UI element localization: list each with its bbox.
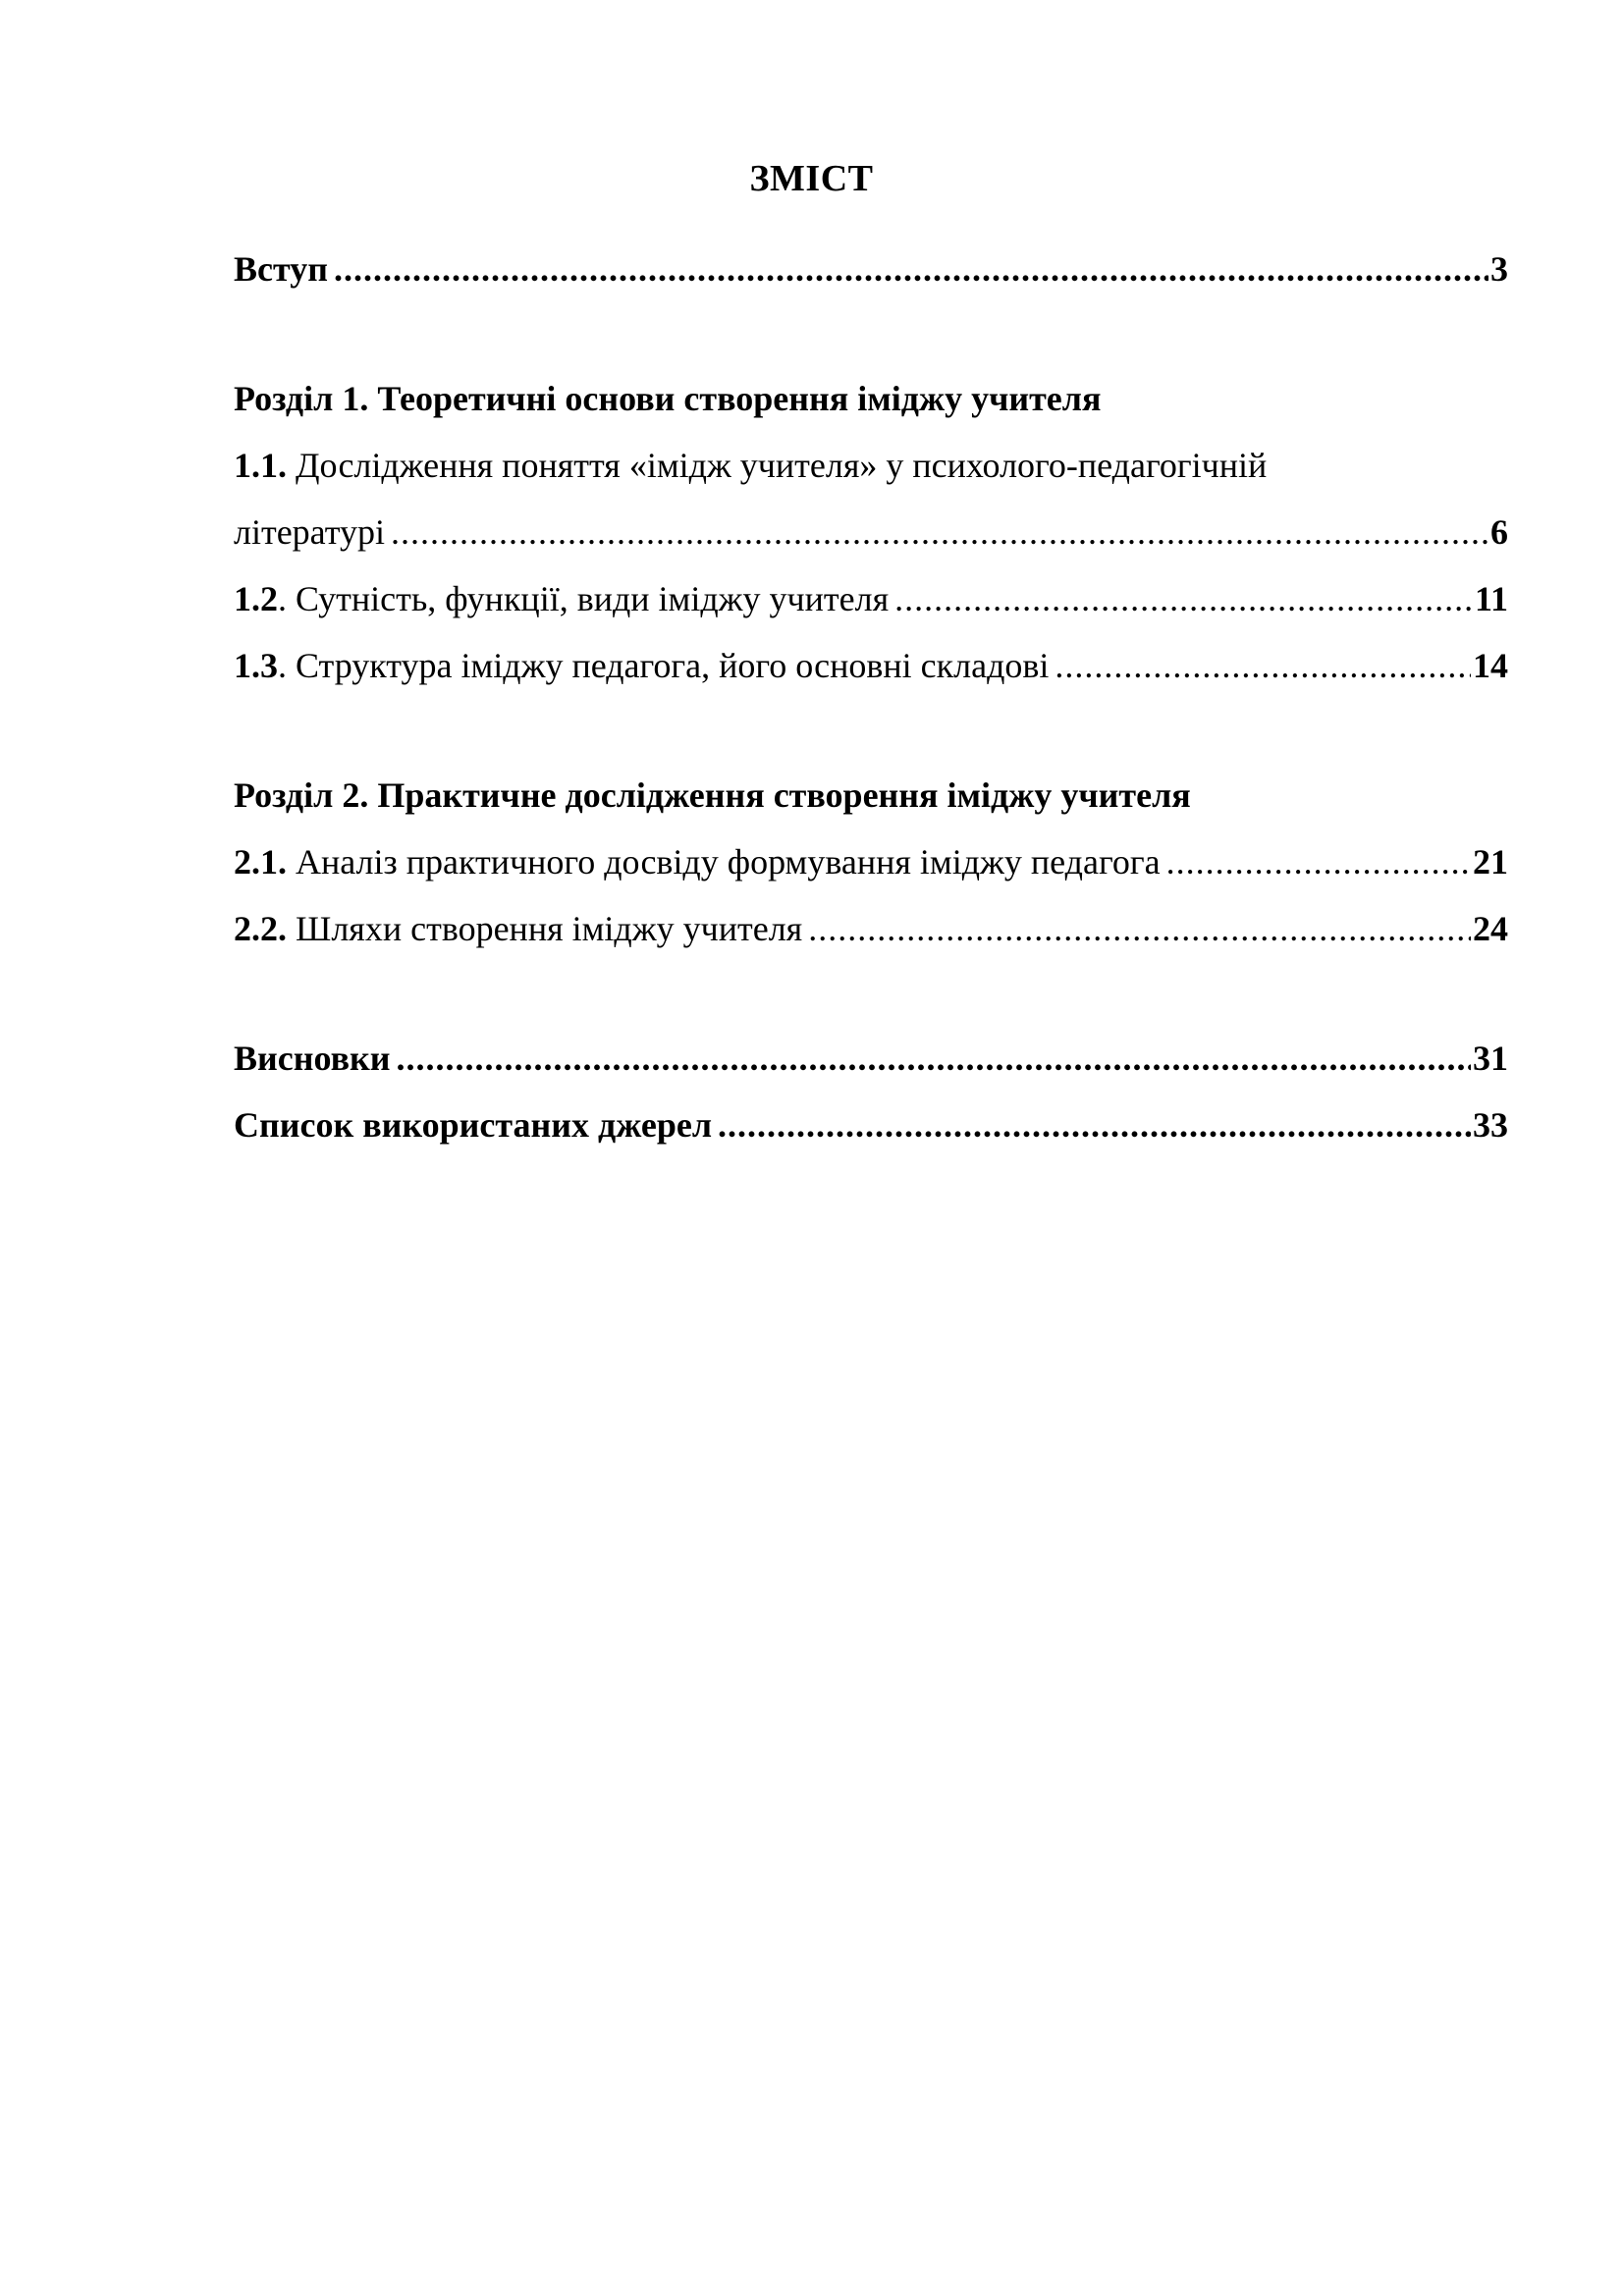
dot-leader [808,895,1471,962]
toc-entry-number: 2.1. [234,842,287,881]
toc-entry-text [234,565,889,632]
toc-entry-label: Вступ [234,249,328,289]
toc-entry-text [234,895,802,962]
toc-entry-label: Шляхи створення іміджу учителя [287,909,803,948]
toc-entry-number: 1.2 [234,579,278,618]
toc-page-number: 21 [1473,842,1508,881]
dot-leader [391,499,1488,565]
toc-entry-1-3[interactable] [234,632,1508,699]
toc-entry-label: . Сутність, функції, види іміджу учителя [278,579,890,618]
toc-page-number: 3 [1490,249,1508,289]
toc-entry-label: Аналіз практичного досвіду формування іміджу педагога [287,842,1161,881]
dot-leader [718,1092,1471,1158]
toc-entry-text [234,828,1161,895]
toc-entry-number: 1.1. [234,446,287,485]
toc-page-number: 6 [1490,512,1508,552]
toc-entry-2-1[interactable] [234,828,1508,895]
toc-entry-intro[interactable] [234,236,1508,302]
toc-page-number: 33 [1473,1105,1508,1145]
dot-leader [1055,632,1471,699]
toc-entry-conclusions[interactable] [234,1025,1508,1092]
dot-leader [397,1025,1471,1092]
toc-entry-number: 2.2. [234,909,287,948]
dot-leader [894,565,1473,632]
spacer [234,699,1508,762]
toc-entry-2-2[interactable] [234,895,1508,962]
toc-entry-label: Список використаних джерел [234,1105,713,1145]
toc-entry-references[interactable] [234,1092,1508,1158]
toc-entry-label: . Структура іміджу педагога, його основні складові [278,646,1050,685]
table-of-contents [234,236,1508,1158]
toc-entry-label-continued: літературі [234,512,385,552]
toc-entry-1-1-line-1[interactable] [234,432,1508,499]
toc-entry-1-2[interactable] [234,565,1508,632]
toc-entry-1-1-line-2[interactable] [234,499,1508,565]
dot-leader [334,236,1488,302]
toc-entry-label: Висновки [234,1039,391,1078]
section-heading-2[interactable]: Розділ 2. Практичне дослідження створення іміджу учителя [234,775,1191,815]
section-heading-1[interactable]: Розділ 1. Теоретичні основи створення іміджу учителя [234,379,1102,418]
toc-entry-number: 1.3 [234,646,278,685]
toc-page-number: 11 [1474,579,1508,618]
spacer [234,302,1508,365]
spacer [234,962,1508,1025]
toc-entry-text [234,632,1049,699]
toc-page-number: 31 [1473,1039,1508,1078]
toc-page-number: 14 [1473,646,1508,685]
page-title: ЗМІСТ [749,158,874,199]
dot-leader [1166,828,1471,895]
toc-entry-label: Дослідження поняття «імідж учителя» у психолого-педагогічній [287,446,1268,485]
toc-page-number: 24 [1473,909,1508,948]
